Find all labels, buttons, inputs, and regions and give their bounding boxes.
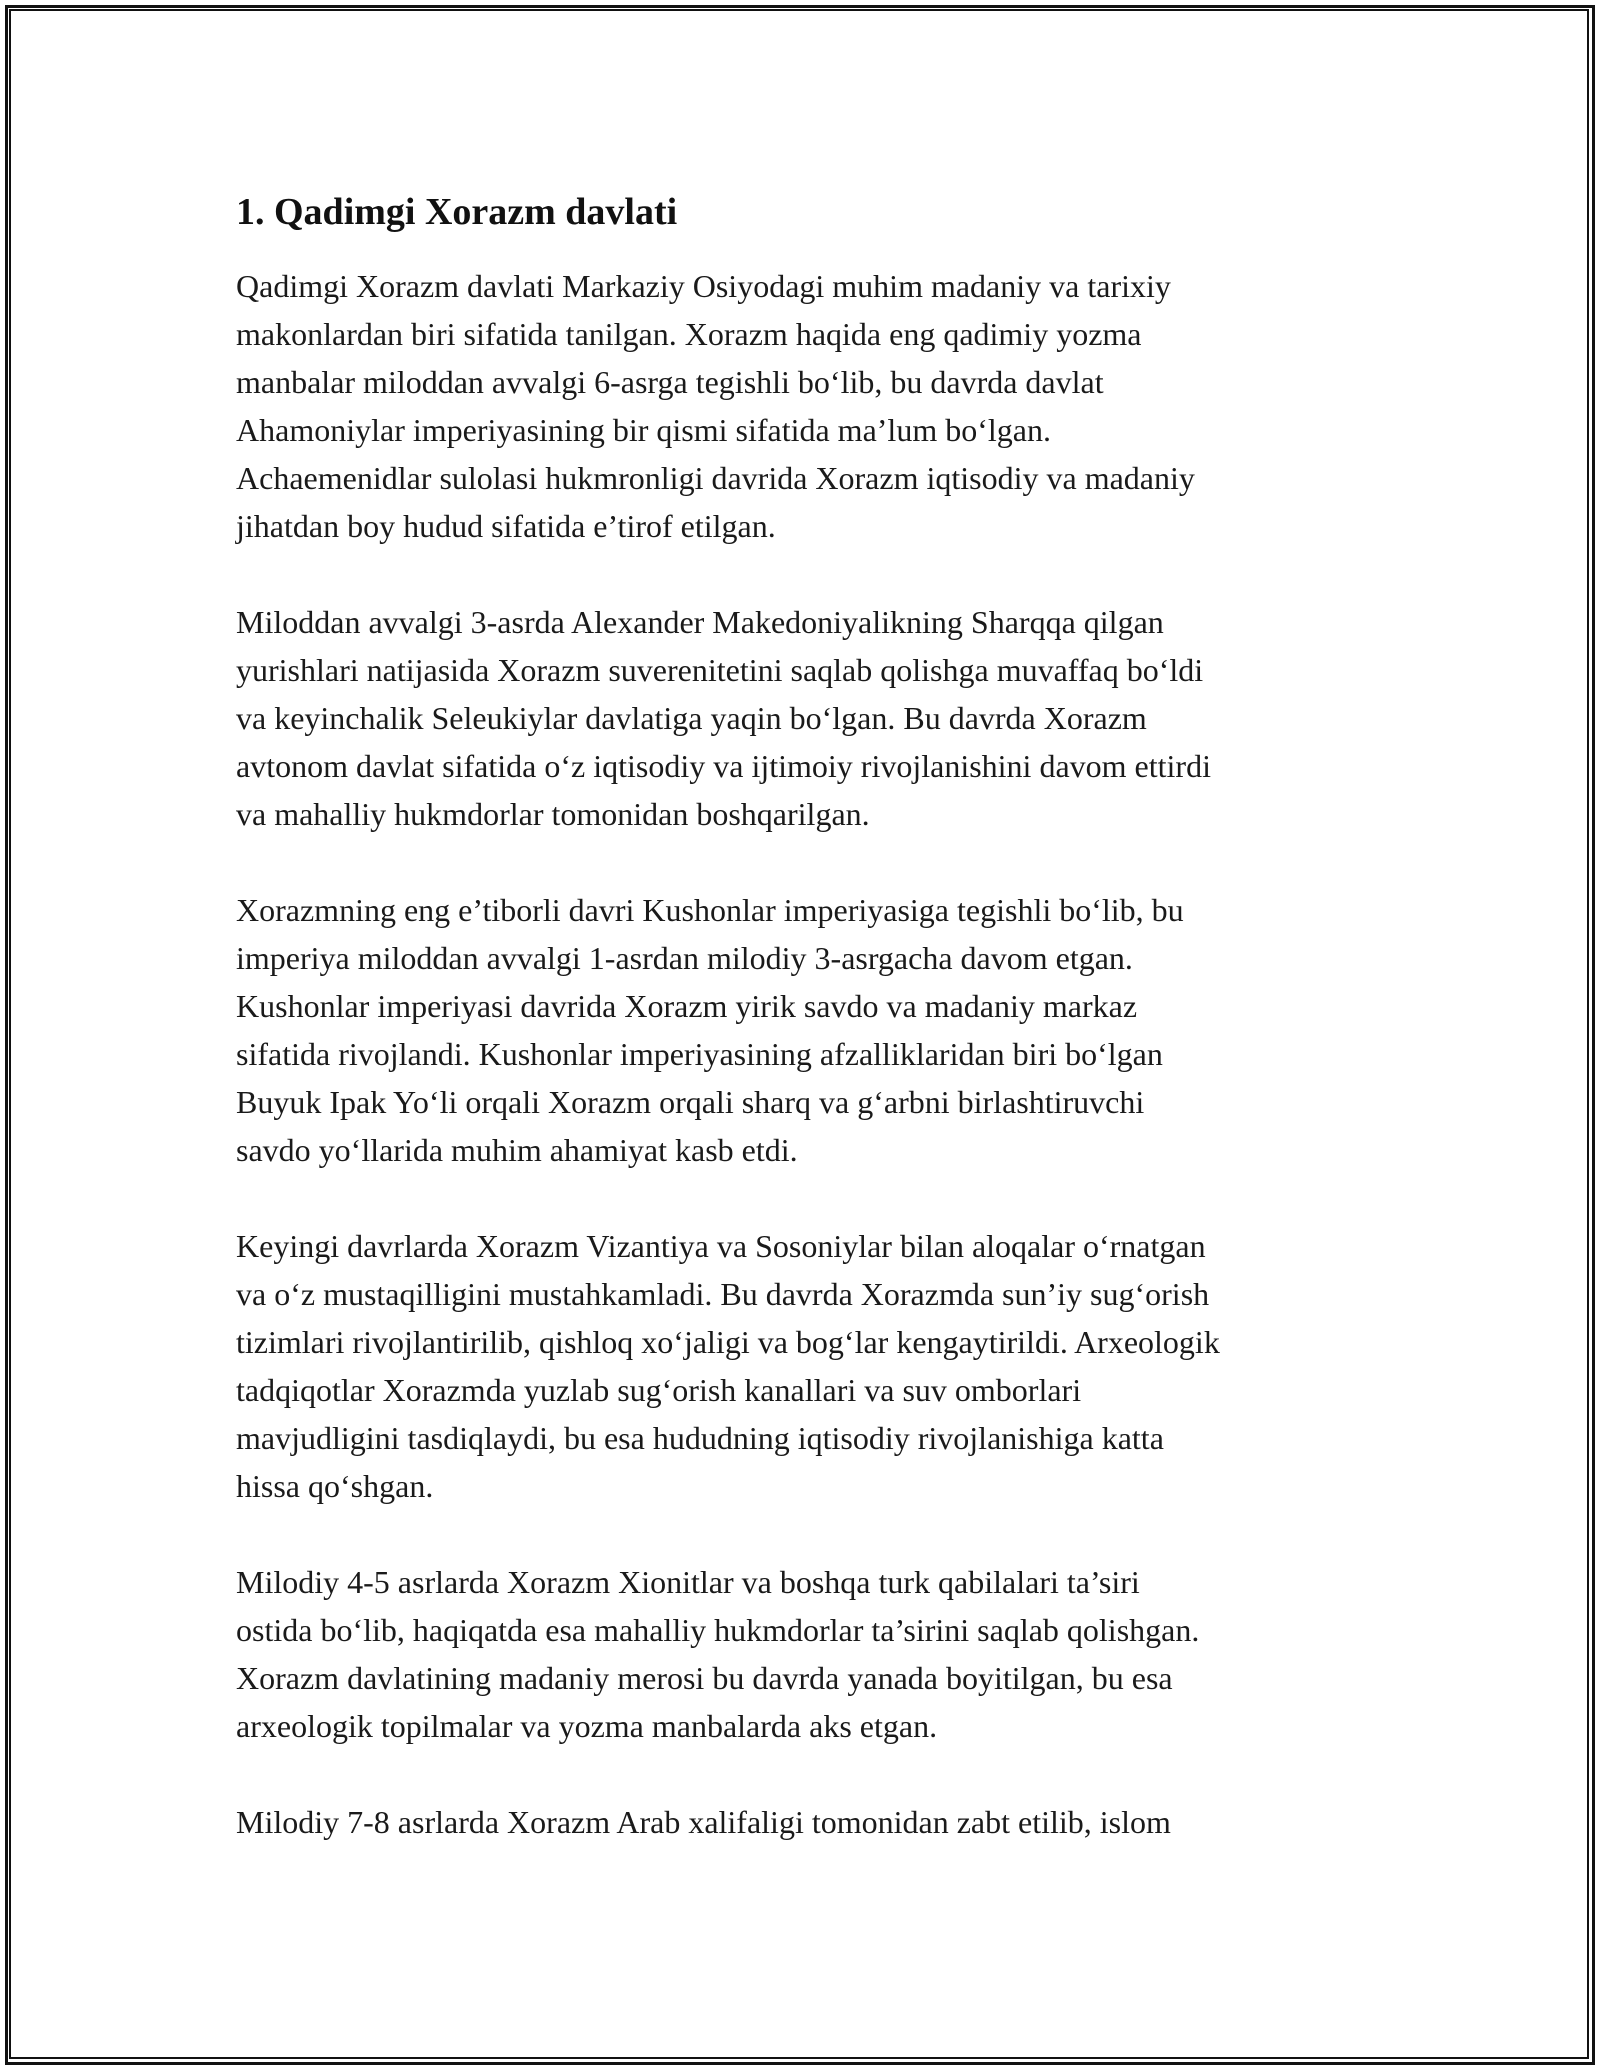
paragraph-line: arxeologik topilmalar va yozma manbalarda aks etgan. [236,1708,938,1744]
paragraph-line: Milodiy 4-5 asrlarda Xorazm Xionitlar va boshqa turk qabilalari ta’siri [236,1564,1140,1600]
paragraph-1 [236,262,1376,550]
paragraph-line: Keyingi davrlarda Xorazm Vizantiya va Sosoniylar bilan aloqalar o‘rnatgan [236,1228,1206,1264]
paragraph-line: tadqiqotlar Xorazmda yuzlab sug‘orish kanallari va suv omborlari [236,1372,1082,1408]
paragraph-6 [236,1798,1376,1846]
paragraph-line: va keyinchalik Seleukiylar davlatiga yaqin bo‘lgan. Bu davrda Xorazm [236,700,1147,736]
paragraph-line: tizimlari rivojlantirilib, qishloq xo‘jaligi va bog‘lar kengaytirildi. Arxeologik [236,1324,1220,1360]
paragraph-line: Miloddan avvalgi 3-asrda Alexander Makedoniyalikning Sharqqa qilgan [236,604,1164,640]
page-title: 1. Qadimgi Xorazm davlati [236,191,678,233]
paragraph-line: makonlardan biri sifatida tanilgan. Xorazm haqida eng qadimiy yozma [236,316,1142,352]
paragraph-line: yurishlari natijasida Xorazm suverenitetini saqlab qolishga muvaffaq bo‘ldi [236,652,1204,688]
paragraph-5 [236,1558,1376,1750]
paragraph-line: Xorazm davlatining madaniy merosi bu davrda yanada boyitilgan, bu esa [236,1660,1173,1696]
paragraph-line: Buyuk Ipak Yo‘li orqali Xorazm orqali sharq va g‘arbni birlashtiruvchi [236,1084,1145,1120]
paragraph-line: Achaemenidlar sulolasi hukmronligi davrida Xorazm iqtisodiy va madaniy [236,460,1195,496]
paragraph-line: mavjudligini tasdiqlaydi, bu esa hududning iqtisodiy rivojlanishiga katta [236,1420,1164,1456]
paragraph-line: avtonom davlat sifatida o‘z iqtisodiy va ijtimoiy rivojlanishini davom ettirdi [236,748,1211,784]
paragraph-line: manbalar miloddan avvalgi 6-asrga tegishli bo‘lib, bu davrda davlat [236,364,1104,400]
paragraph-line: Xorazmning eng e’tiborli davri Kushonlar imperiyasiga tegishli bo‘lib, bu [236,892,1184,928]
paragraph-line: ostida bo‘lib, haqiqatda esa mahalliy hukmdorlar ta’sirini saqlab qolishgan. [236,1612,1200,1648]
paragraph-line: sifatida rivojlandi. Kushonlar imperiyasining afzalliklaridan biri bo‘lgan [236,1036,1163,1072]
paragraph-line: Kushonlar imperiyasi davrida Xorazm yirik savdo va madaniy markaz [236,988,1138,1024]
paragraph-line: jihatdan boy hudud sifatida e’tirof etilgan. [236,508,776,544]
paragraph-line: va mahalliy hukmdorlar tomonidan boshqarilgan. [236,796,870,832]
paragraph-line: Ahamoniylar imperiyasining bir qismi sifatida ma’lum bo‘lgan. [236,412,1051,448]
paragraph-2 [236,598,1376,838]
paragraph-line: imperiya miloddan avvalgi 1-asrdan milodiy 3-asrgacha davom etgan. [236,940,1133,976]
paragraph-line: va o‘z mustaqilligini mustahkamladi. Bu davrda Xorazmda sun’iy sug‘orish [236,1276,1210,1312]
paragraph-line: hissa qo‘shgan. [236,1468,434,1504]
paragraph-4 [236,1222,1376,1510]
paragraph-3 [236,886,1376,1174]
paragraph-line: Milodiy 7-8 asrlarda Xorazm Arab xalifaligi tomonidan zabt etilib, islom [236,1804,1171,1840]
document-body [236,186,1376,1894]
paragraph-line: Qadimgi Xorazm davlati Markaziy Osiyodagi muhim madaniy va tarixiy [236,268,1171,304]
paragraph-line: savdo yo‘llarida muhim ahamiyat kasb etdi. [236,1132,798,1168]
